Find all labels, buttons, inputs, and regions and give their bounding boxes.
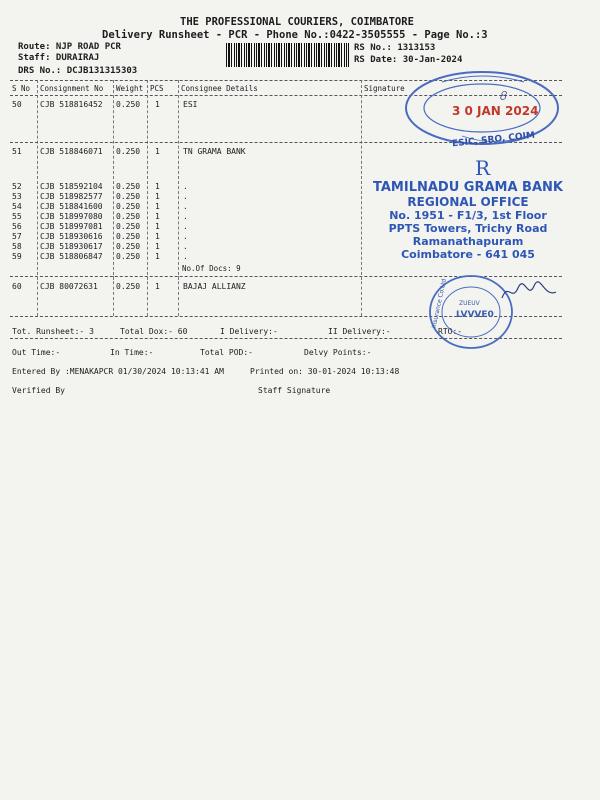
row-sno: 55	[12, 212, 22, 221]
col-divider	[147, 80, 148, 280]
row-consignment: CJB 518982577	[40, 192, 103, 201]
row-weight: 0.250	[116, 282, 141, 291]
row-sno: 57	[12, 232, 22, 241]
col-divider	[147, 276, 148, 316]
row-pcs: 1	[155, 182, 160, 191]
row-consignee: .	[183, 212, 188, 221]
no-of-docs: No.Of Docs: 9	[182, 264, 241, 273]
row-pcs: 1	[155, 192, 160, 201]
rs-date: RS Date: 30-Jan-2024	[354, 55, 463, 65]
row-consignment: CJB 518930616	[40, 232, 103, 241]
col-divider	[113, 276, 114, 316]
row-consignment: CJB 518592104	[40, 182, 103, 191]
rto: RTO:-	[438, 327, 463, 336]
col-divider	[361, 80, 362, 280]
row-consignee: .	[183, 242, 188, 251]
row-pcs: 1	[155, 212, 160, 221]
row-consignee: .	[183, 222, 188, 231]
total-dox: Total Dox:- 60	[120, 327, 188, 336]
col-weight: Weight	[116, 84, 144, 93]
row-pcs: 1	[155, 202, 160, 211]
col-divider	[178, 80, 179, 280]
total-pod: Total POD:-	[200, 348, 253, 357]
row-weight: 0.250	[116, 212, 141, 221]
row-consignee: TN GRAMA BANK	[183, 147, 246, 156]
row-pcs: 1	[155, 232, 160, 241]
row-consignment: CJB 80072631	[40, 282, 98, 291]
bank-address-1: No. 1951 - F1/3, 1st Floor	[389, 209, 547, 222]
row-sno: 53	[12, 192, 22, 201]
col-sno: S No	[12, 84, 31, 93]
barcode	[226, 43, 349, 67]
row-consignee: ESI	[183, 100, 198, 109]
tot-runsheet: Tot. Runsheet:- 3	[12, 327, 94, 336]
bank-address-4: Coimbatore - 641 045	[401, 248, 535, 261]
row-sno: 51	[12, 147, 22, 156]
col-pcs: PCS	[150, 84, 164, 93]
row-consignee: .	[183, 202, 188, 211]
bajaj-stamp-ring: Insurance Co.Ltd	[430, 278, 448, 329]
drs-number: DRS No.: DCJB131315303	[18, 66, 138, 76]
row-weight: 0.250	[116, 182, 141, 191]
printed-on: Printed on: 30-01-2024 10:13:48	[250, 367, 400, 376]
row-consignment: CJB 518806847	[40, 252, 103, 261]
row-pcs: 1	[155, 147, 160, 156]
col-signature: Signature	[364, 84, 405, 93]
verified-by: Verified By	[12, 386, 65, 395]
row-weight: 0.250	[116, 242, 141, 251]
route-label: Route: NJP ROAD PCR	[18, 42, 121, 52]
i-delivery: I Delivery:-	[220, 327, 278, 336]
row-sno: 58	[12, 242, 22, 251]
bank-office: REGIONAL OFFICE	[407, 195, 529, 209]
row-weight: 0.250	[116, 192, 141, 201]
row-sno: 56	[12, 222, 22, 231]
staff-label: Staff: DURAIRAJ	[18, 53, 100, 63]
bank-address-3: Ramanathapuram	[412, 235, 524, 248]
in-time: In Time:-	[110, 348, 154, 357]
row-weight: 0.250	[116, 232, 141, 241]
col-consignee: Consignee Details	[181, 84, 258, 93]
row-pcs: 1	[155, 252, 160, 261]
col-divider	[361, 276, 362, 316]
row-sno: 50	[12, 100, 22, 109]
bank-name: TAMILNADU GRAMA BANK	[373, 180, 563, 195]
row-consignment: CJB 518841600	[40, 202, 103, 211]
row-sno: 54	[12, 202, 22, 211]
rs-number: RS No.: 1313153	[354, 43, 436, 53]
row-consignment: CJB 518997081	[40, 222, 103, 231]
signature-scribble	[500, 278, 560, 304]
esic-stamp-ring: ESIC, SRO, COIM	[451, 130, 536, 150]
svg-text:LVVVЕ0: LVVVЕ0	[456, 310, 494, 320]
row-weight: 0.250	[116, 147, 141, 156]
svg-text:ZUEUV: ZUEUV	[459, 300, 480, 307]
bank-stamp	[368, 180, 568, 261]
row-weight: 0.250	[116, 252, 141, 261]
row-consignee: BAJAJ ALLIANZ	[183, 282, 246, 291]
delvy-points: Delvy Points:-	[304, 348, 372, 357]
esic-stamp-date: 3 0 JAN 2024	[452, 104, 539, 118]
row-pcs: 1	[155, 282, 160, 291]
col-divider	[113, 80, 114, 280]
row-consignment: CJB 518930617	[40, 242, 103, 251]
col-divider	[37, 276, 38, 316]
col-divider	[178, 276, 179, 316]
row-weight: 0.250	[116, 222, 141, 231]
ii-delivery: II Delivery:-	[328, 327, 391, 336]
row-pcs: 1	[155, 242, 160, 251]
col-divider	[37, 80, 38, 280]
company-title: THE PROFESSIONAL COURIERS, COIMBATORE	[180, 16, 414, 28]
row-consignee: .	[183, 182, 188, 191]
col-consignment: Consignment No	[40, 84, 104, 93]
row-sno: 59	[12, 252, 22, 261]
handwritten-mark: R	[475, 156, 491, 180]
row-sno: 52	[12, 182, 22, 191]
row-consignee: .	[183, 252, 188, 261]
entered-by: Entered By :MENAKAPCR 01/30/2024 10:13:41 AM	[12, 367, 224, 376]
handwritten-initial: ৪	[498, 88, 508, 104]
row-sno: 60	[12, 282, 22, 291]
row-weight: 0.250	[116, 100, 141, 109]
bank-address-2: PPTS Towers, Trichy Road	[388, 222, 548, 235]
row-weight: 0.250	[116, 202, 141, 211]
row-pcs: 1	[155, 100, 160, 109]
row-consignment: CJB 518997080	[40, 212, 103, 221]
row-consignment: CJB 518816452	[40, 100, 103, 109]
row-consignee: .	[183, 192, 188, 201]
row-consignment: CJB 518846071	[40, 147, 103, 156]
staff-signature: Staff Signature	[258, 386, 331, 395]
row-consignee: .	[183, 232, 188, 241]
out-time: Out Time:-	[12, 348, 61, 357]
runsheet-subtitle: Delivery Runsheet - PCR - Phone No.:0422-3505555 - Page No.:3	[102, 29, 488, 41]
row-pcs: 1	[155, 222, 160, 231]
